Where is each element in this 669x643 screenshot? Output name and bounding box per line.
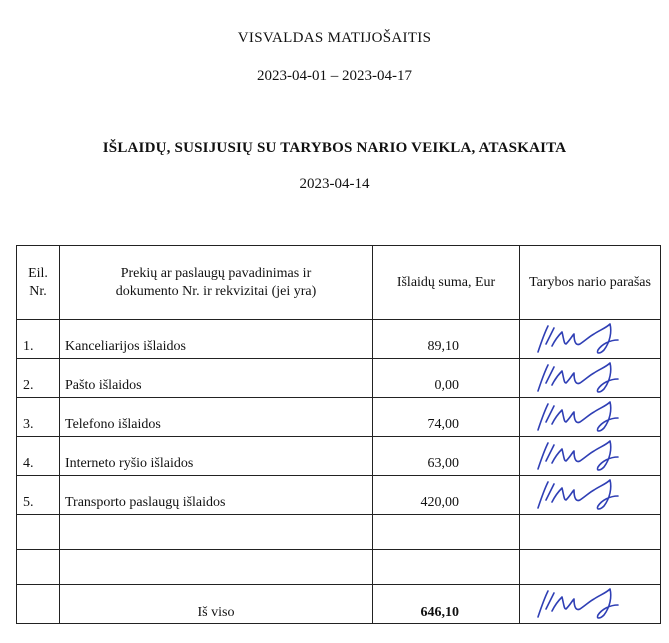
table-row (17, 476, 661, 515)
row-signature (520, 320, 661, 359)
row-signature (520, 476, 661, 515)
total-row (17, 585, 661, 624)
row-amount: 63,00 (373, 437, 520, 476)
row-number: 5. (17, 476, 60, 515)
signature-image (528, 431, 628, 477)
row-number: 2. (17, 359, 60, 398)
row-amount: 74,00 (373, 398, 520, 437)
row-description: Transporto paslaugų išlaidos (60, 476, 373, 515)
table-header-row (17, 246, 661, 320)
signature-image (528, 353, 628, 399)
table-row (17, 359, 661, 398)
row-signature (520, 437, 661, 476)
row-description: Telefono išlaidos (60, 398, 373, 437)
report-date: 2023-04-14 (299, 176, 370, 192)
row-amount: 89,10 (373, 320, 520, 359)
signature-image (528, 579, 628, 625)
report-period: 2023-04-01 – 2023-04-17 (257, 68, 412, 84)
report-title: IŠLAIDŲ, SUSIJUSIŲ SU TARYBOS NARIO VEIKLA, ATASKAITA (102, 140, 567, 156)
table-row-empty (17, 550, 661, 585)
row-number: 3. (17, 398, 60, 437)
signature-image (528, 470, 628, 516)
row-signature (520, 398, 661, 437)
table-row (17, 437, 661, 476)
table-row-empty (17, 515, 661, 550)
table-row (17, 320, 661, 359)
councillor-name: VISVALDAS MATIJOŠAITIS (237, 30, 432, 46)
column-header-amount: Išlaidų suma, Eur (373, 246, 520, 320)
signature-image (528, 314, 628, 360)
total-label: Iš viso (60, 585, 373, 624)
row-amount: 0,00 (373, 359, 520, 398)
row-description: Kanceliarijos išlaidos (60, 320, 373, 359)
row-number: 4. (17, 437, 60, 476)
signature-image (528, 392, 628, 438)
column-header-signature: Tarybos nario parašas (520, 246, 661, 320)
expense-table (16, 245, 661, 624)
row-description: Pašto išlaidos (60, 359, 373, 398)
table-row (17, 398, 661, 437)
column-header-description: Prekių ar paslaugų pavadinimas ir dokumento Nr. ir rekvizitai (jei yra) (60, 246, 373, 320)
column-header-number: Eil. Nr. (17, 246, 60, 320)
total-amount: 646,10 (373, 585, 520, 624)
row-number: 1. (17, 320, 60, 359)
row-description: Interneto ryšio išlaidos (60, 437, 373, 476)
total-signature (520, 585, 661, 624)
row-amount: 420,00 (373, 476, 520, 515)
row-signature (520, 359, 661, 398)
